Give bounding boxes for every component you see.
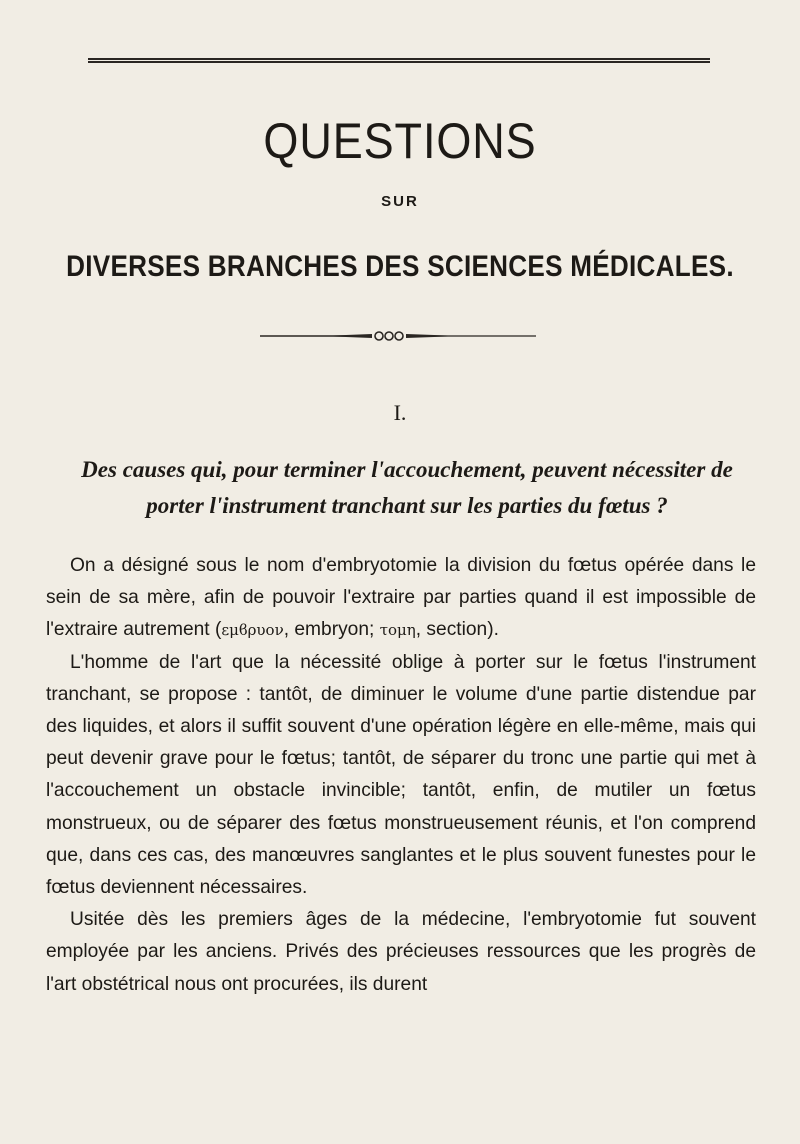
paragraph-2: L'homme de l'art que la nécessité oblige à porter sur le fœtus l'instrument tranchant, se propose : tantôt, de diminuer le volume d'une partie distendue par des liquides, et alors il suffit souvent d'une opération légère en elle-même, mais qui peut devenir grave pour le fœtus; tantôt, de séparer du tronc une partie qui met à l'accouchement un obstacle invincible; tantôt, enfin, de mutiler un fœtus monstrueux, ou de séparer des fœtus monstrueusement réunis, et l'on comprend que, dans ces cas, des manœuvres sanglantes et le plus souvent funestes pour le fœtus deviennent nécessaires. [46, 651, 756, 899]
paragraph-1: On a désigné sous le nom d'embryotomie la division du fœtus opérée dans le sein de sa mère, afin de pouvoir l'extraire par parties quand il est impossible de l'extraire autrement (εμϐρυον, embryon; τομη, section). [46, 555, 756, 641]
page-subtitle: DIVERSES BRANCHES DES SCIENCES MÉDICALES. [66, 250, 734, 283]
ornament-divider [200, 330, 600, 342]
page-title: QUESTIONS [263, 113, 537, 169]
body-text [46, 550, 756, 1001]
greek-word-tome: τομη [379, 621, 416, 640]
top-double-rule [88, 58, 710, 63]
section-question: Des causes qui, pour terminer l'accouchement, peuvent nécessiter de porter l'instrument tranchant sur les parties du fœtus ? [81, 457, 733, 518]
section-number: I. [393, 400, 407, 425]
greek-word-embryon: εμϐρυον [221, 621, 284, 640]
paragraph-3: Usitée dès les premiers âges de la médecine, l'embryotomie fut souvent employée par les anciens. Privés des précieuses ressources que les progrès de l'art obstétrical nous ont procurées, ils durent [46, 909, 756, 995]
title-connector: SUR [381, 193, 419, 210]
